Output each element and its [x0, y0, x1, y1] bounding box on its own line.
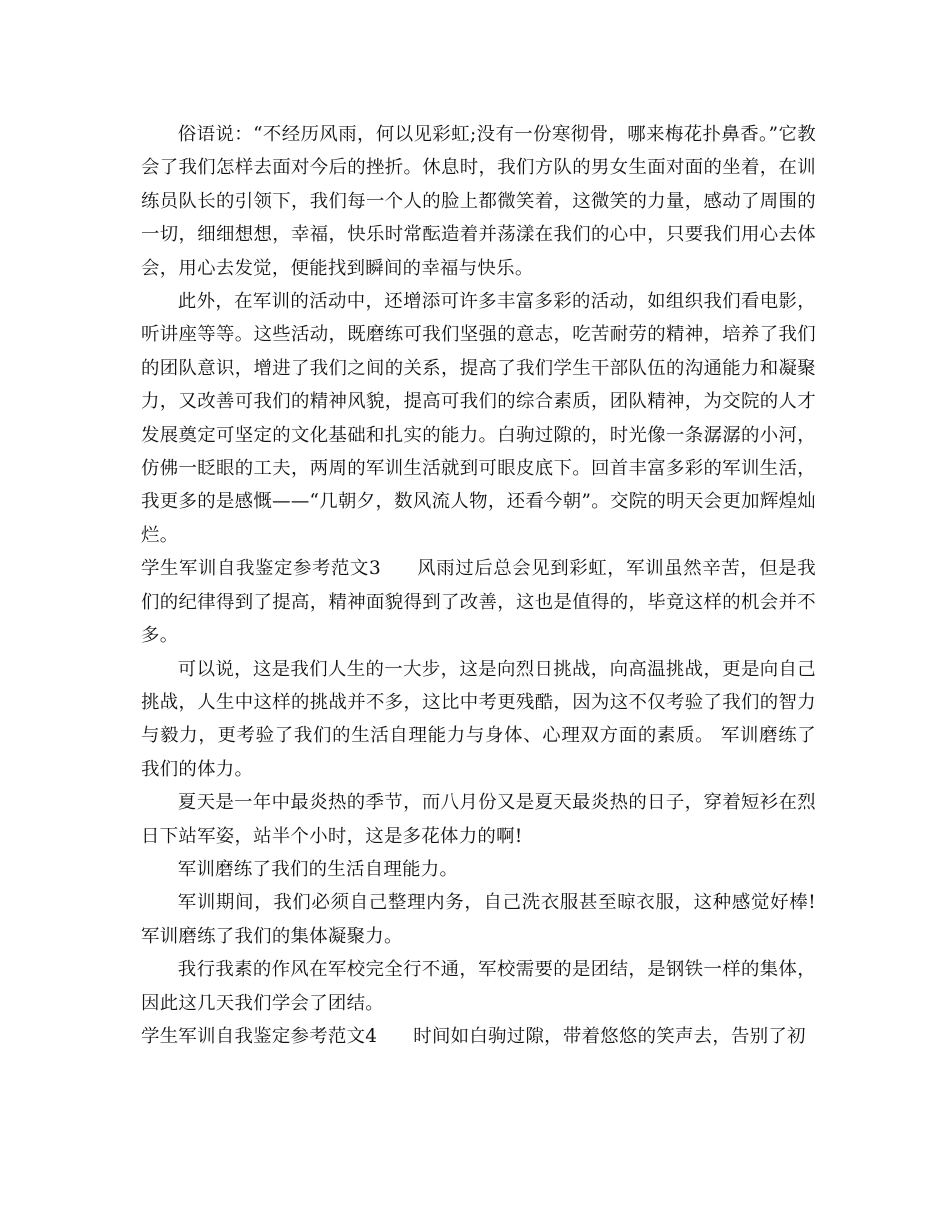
- paragraph-2: 此外，在军训的活动中，还增添可许多丰富多彩的活动，如组织我们看电影，听讲座等等。这些活动，既磨练可我们坚强的意志，吃苦耐劳的精神，培养了我们的团队意识，增进了我们之间的关系，提高了我们学生干部队伍的沟通能力和凝聚力，又改善可我们的精神风貌，提高可我们的综合素质，团队精神，为交院的人才发展奠定可坚定的文化基础和扎实的能力。白驹过隙的，时光像一条潺潺的小河，仿佛一眨眼的工夫，两周的军训生活就到可眼皮底下。回首丰富多彩的军训生活，我更多的是感慨——“几朝夕，数风流人物，还看今朝”。交院的明天会更加辉煌灿烂。: [141, 291, 816, 546]
- paragraph-9-text: 时间如白驹过隙，带着悠悠的笑声去，告别了初: [413, 1025, 806, 1047]
- paragraph-3-text: 风雨过后总会见到彩虹，军训虽然辛苦，但是我们的纪律得到了提高，精神面貌得到了改善，这也是值得的，毕竟这样的机会并不多。: [141, 558, 816, 647]
- document-body: [141, 118, 816, 1053]
- paragraph-3: [141, 552, 816, 652]
- paragraph-8: 我行我素的作风在军校完全行不通，军校需要的是团结，是钢铁一样的集体，因此这几天我们学会了团结。: [141, 959, 816, 1014]
- paragraph-4: 可以说，这是我们人生的一大步，这是向烈日挑战，向高温挑战，更是向自己挑战，人生中这样的挑战并不多，这比中考更残酷，因为这不仅考验了我们的智力与毅力，更考验了我们的生活自理能力与身体、心理双方面的素质。 军训磨练了我们的体力。: [141, 658, 816, 780]
- paragraph-6: 军训磨练了我们的生活自理能力。: [177, 858, 459, 880]
- section-heading-4: 学生军训自我鉴定参考范文4: [141, 1025, 378, 1047]
- paragraph-1: 俗语说：“不经历风雨，何以见彩虹;没有一份寒彻骨，哪来梅花扑鼻香。”它教会了我们怎样去面对今后的挫折。休息时，我们方队的男女生面对面的坐着，在训练员队长的引领下，我们每一个人的脸上都微笑着，这微笑的力量，感动了周围的一切，细细想想，幸福，快乐时常酝造着并荡漾在我们的心中，只要我们用心去体会，用心去发觉，便能找到瞬间的幸福与快乐。: [141, 124, 816, 279]
- paragraph-9: [141, 1020, 816, 1053]
- paragraph-7: 军训期间，我们必须自己整理内务，自己洗衣服甚至晾衣服，这种感觉好棒!军训磨练了我们的集体凝聚力。: [141, 892, 816, 947]
- paragraph-5: 夏天是一年中最炎热的季节，而八月份又是夏天最炎热的日子，穿着短衫在烈日下站军姿，站半个小时，这是多花体力的啊!: [141, 792, 816, 847]
- section-heading-3: 学生军训自我鉴定参考范文3: [141, 558, 381, 580]
